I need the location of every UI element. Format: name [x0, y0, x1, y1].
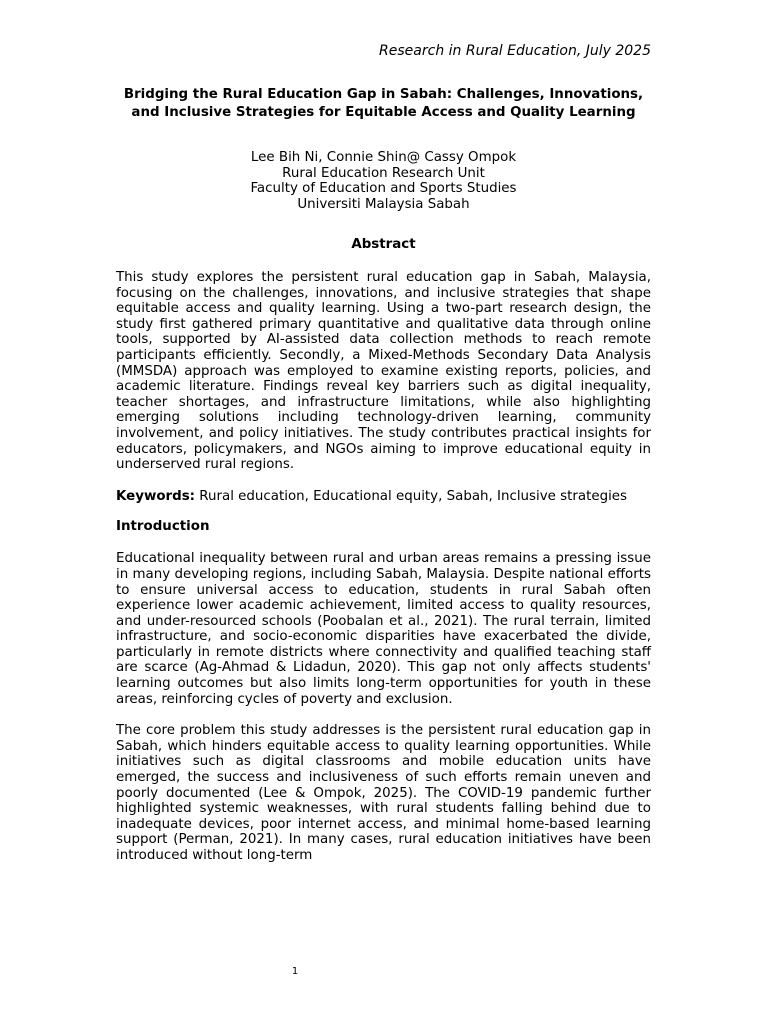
paper-page	[116, 42, 651, 864]
introduction-paragraph-2: The core problem this study addresses is the persistent rural education gap in Sabah, which hinders equitable access to quality learning opportunities. While initiatives such as digital classrooms and mobile education units have emerged, the success and inclusiveness of such efforts remain uneven and poorly documented (Lee & Ompok, 2025). The COVID-19 pandemic further highlighted systemic weaknesses, with rural students falling behind due to inadequate devices, poor internet access, and minimal home-based learning support (Perman, 2021). In many cases, rural education initiatives have been introduced without long-term	[116, 723, 651, 863]
page-number: 1	[291, 966, 299, 977]
introduction-heading: Introduction	[116, 519, 210, 535]
keywords-label: Keywords:	[116, 488, 196, 504]
keywords-text: Rural education, Educational equity, Sabah, Inclusive strategies	[195, 488, 628, 504]
author-unit: Rural Education Research Unit	[282, 165, 485, 181]
running-head: Research in Rural Education, July 2025	[379, 43, 651, 59]
abstract-text: This study explores the persistent rural education gap in Sabah, Malaysia, focusing on the challenges, innovations, and inclusive strategies that shape equitable access and quality learning. Using a two-part research design, the study first gathered primary quantitative and qualitative data through online tools, supported by AI-assisted data collection methods to reach remote participants efficiently. Secondly, a Mixed-Methods Secondary Data Analysis (MMSDA) approach was employed to examine existing reports, policies, and academic literature. Findings reveal key barriers such as digital inequality, teacher shortages, and infrastructure limitations, while also highlighting emerging solutions including technology-driven learning, community involvement, and policy initiatives. The study contributes practical insights for educators, policymakers, and NGOs aiming to improve educational equity in underserved rural regions.	[116, 270, 651, 473]
introduction-paragraph-1: Educational inequality between rural and urban areas remains a pressing issue in many developing regions, including Sabah, Malaysia. Despite national efforts to ensure universal access to education, students in rural Sabah often experience lower academic achievement, limited access to quality resources, and under-resourced schools (Poobalan et al., 2021). The rural terrain, limited infrastructure, and socio-economic disparities have exacerbated the divide, particularly in remote districts where connectivity and qualified teaching staff are scarce (Ag-Ahmad & Lidadun, 2020). This gap not only affects students' learning outcomes but also limits long-term opportunities for youth in these areas, reinforcing cycles of poverty and exclusion.	[116, 551, 651, 707]
author-names: Lee Bih Ni, Connie Shin@ Cassy Ompok	[250, 150, 517, 165]
keywords	[116, 489, 651, 505]
author-university: Universiti Malaysia Sabah	[297, 196, 470, 212]
author-faculty: Faculty of Education and Sports Studies	[250, 181, 517, 196]
author-block	[116, 150, 651, 212]
paper-title: Bridging the Rural Education Gap in Sabah: Challenges, Innovations, and Inclusive Strategies for Equitable Access and Quality Learning	[123, 87, 644, 120]
abstract-heading: Abstract	[351, 237, 416, 252]
